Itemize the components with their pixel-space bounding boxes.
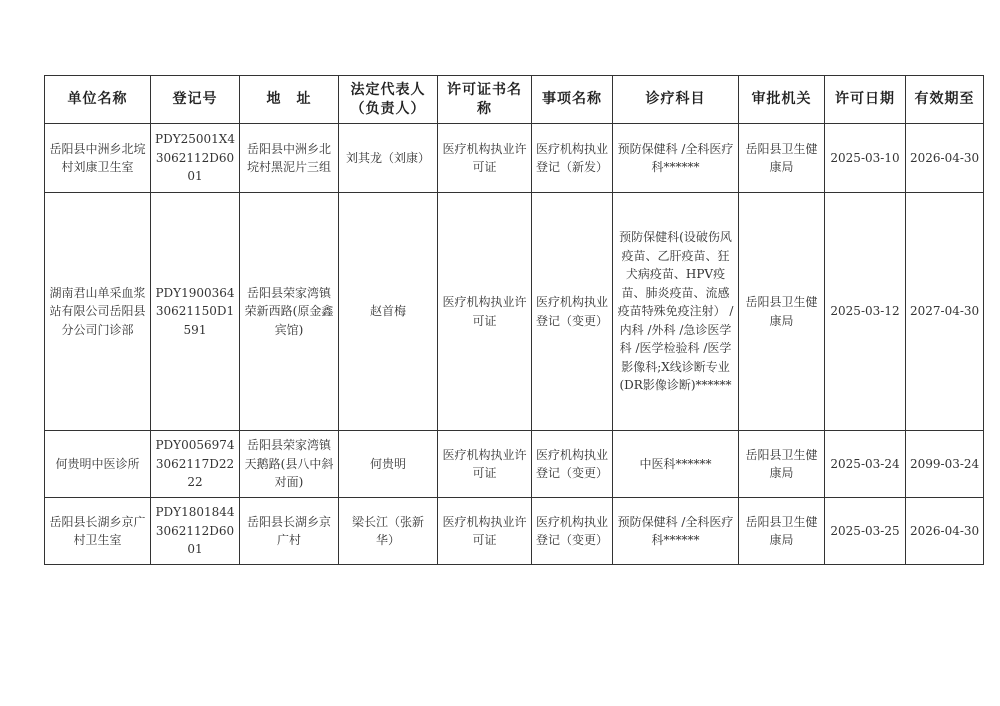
cell-issue-date: 2025-03-24 — [825, 431, 906, 498]
header-subjects: 诊疗科目 — [613, 76, 739, 124]
header-authority: 审批机关 — [739, 76, 825, 124]
cell-item: 医疗机构执业登记（新发） — [532, 124, 613, 193]
table-row — [45, 193, 984, 431]
header-cert-name: 许可证书名称 — [438, 76, 532, 124]
cell-authority: 岳阳县卫生健康局 — [739, 498, 825, 565]
table-row — [45, 124, 984, 193]
cell-expiry: 2026-04-30 — [906, 498, 984, 565]
header-item: 事项名称 — [532, 76, 613, 124]
cell-reg-no: PDY25001X43062112D6001 — [151, 124, 240, 193]
cell-subjects: 预防保健科 /全科医疗科****** — [613, 498, 739, 565]
cell-address: 岳阳县荣家湾镇荣新西路(原金鑫宾馆) — [240, 193, 339, 431]
cell-unit: 岳阳县长湖乡京广村卫生室 — [45, 498, 151, 565]
cell-cert-name: 医疗机构执业许可证 — [438, 498, 532, 565]
cell-item: 医疗机构执业登记（变更） — [532, 431, 613, 498]
cell-address: 岳阳县长湖乡京广村 — [240, 498, 339, 565]
cell-legal-rep: 赵首梅 — [339, 193, 438, 431]
header-legal-rep: 法定代表人（负责人） — [339, 76, 438, 124]
header-unit: 单位名称 — [45, 76, 151, 124]
cell-legal-rep: 梁长江（张新华） — [339, 498, 438, 565]
cell-expiry: 2099-03-24 — [906, 431, 984, 498]
cell-issue-date: 2025-03-25 — [825, 498, 906, 565]
cell-cert-name: 医疗机构执业许可证 — [438, 431, 532, 498]
header-reg-no: 登记号 — [151, 76, 240, 124]
cell-reg-no: PDY190036430621150D1591 — [151, 193, 240, 431]
cell-issue-date: 2025-03-10 — [825, 124, 906, 193]
cell-item: 医疗机构执业登记（变更） — [532, 498, 613, 565]
cell-cert-name: 医疗机构执业许可证 — [438, 124, 532, 193]
cell-legal-rep: 刘其龙（刘康） — [339, 124, 438, 193]
cell-legal-rep: 何贵明 — [339, 431, 438, 498]
cell-unit: 湖南君山单采血浆站有限公司岳阳县分公司门诊部 — [45, 193, 151, 431]
cell-authority: 岳阳县卫生健康局 — [739, 193, 825, 431]
table-row — [45, 431, 984, 498]
cell-expiry: 2026-04-30 — [906, 124, 984, 193]
cell-authority: 岳阳县卫生健康局 — [739, 124, 825, 193]
header-expiry: 有效期至 — [906, 76, 984, 124]
cell-reg-no: PDY00569743062117D2222 — [151, 431, 240, 498]
cell-address: 岳阳县荣家湾镇天鹅路(县八中斜对面) — [240, 431, 339, 498]
cell-subjects: 中医科****** — [613, 431, 739, 498]
cell-subjects: 预防保健科(设破伤风疫苗、乙肝疫苗、狂犬病疫苗、HPV疫苗、肺炎疫苗、流感疫苗特殊免疫注射） /内科 /外科 /急诊医学科 /医学检验科 /医学影像科;X线诊断专业(DR影像诊断)****** — [613, 193, 739, 431]
cell-expiry: 2027-04-30 — [906, 193, 984, 431]
cell-issue-date: 2025-03-12 — [825, 193, 906, 431]
table-row — [45, 498, 984, 565]
cell-unit: 岳阳县中洲乡北垸村刘康卫生室 — [45, 124, 151, 193]
cell-unit: 何贵明中医诊所 — [45, 431, 151, 498]
header-address: 地 址 — [240, 76, 339, 124]
header-row — [45, 76, 984, 124]
cell-cert-name: 医疗机构执业许可证 — [438, 193, 532, 431]
cell-item: 医疗机构执业登记（变更） — [532, 193, 613, 431]
cell-reg-no: PDY18018443062112D6001 — [151, 498, 240, 565]
cell-authority: 岳阳县卫生健康局 — [739, 431, 825, 498]
license-table — [44, 75, 984, 565]
header-issue-date: 许可日期 — [825, 76, 906, 124]
cell-subjects: 预防保健科 /全科医疗科****** — [613, 124, 739, 193]
cell-address: 岳阳县中洲乡北垸村黑泥片三组 — [240, 124, 339, 193]
